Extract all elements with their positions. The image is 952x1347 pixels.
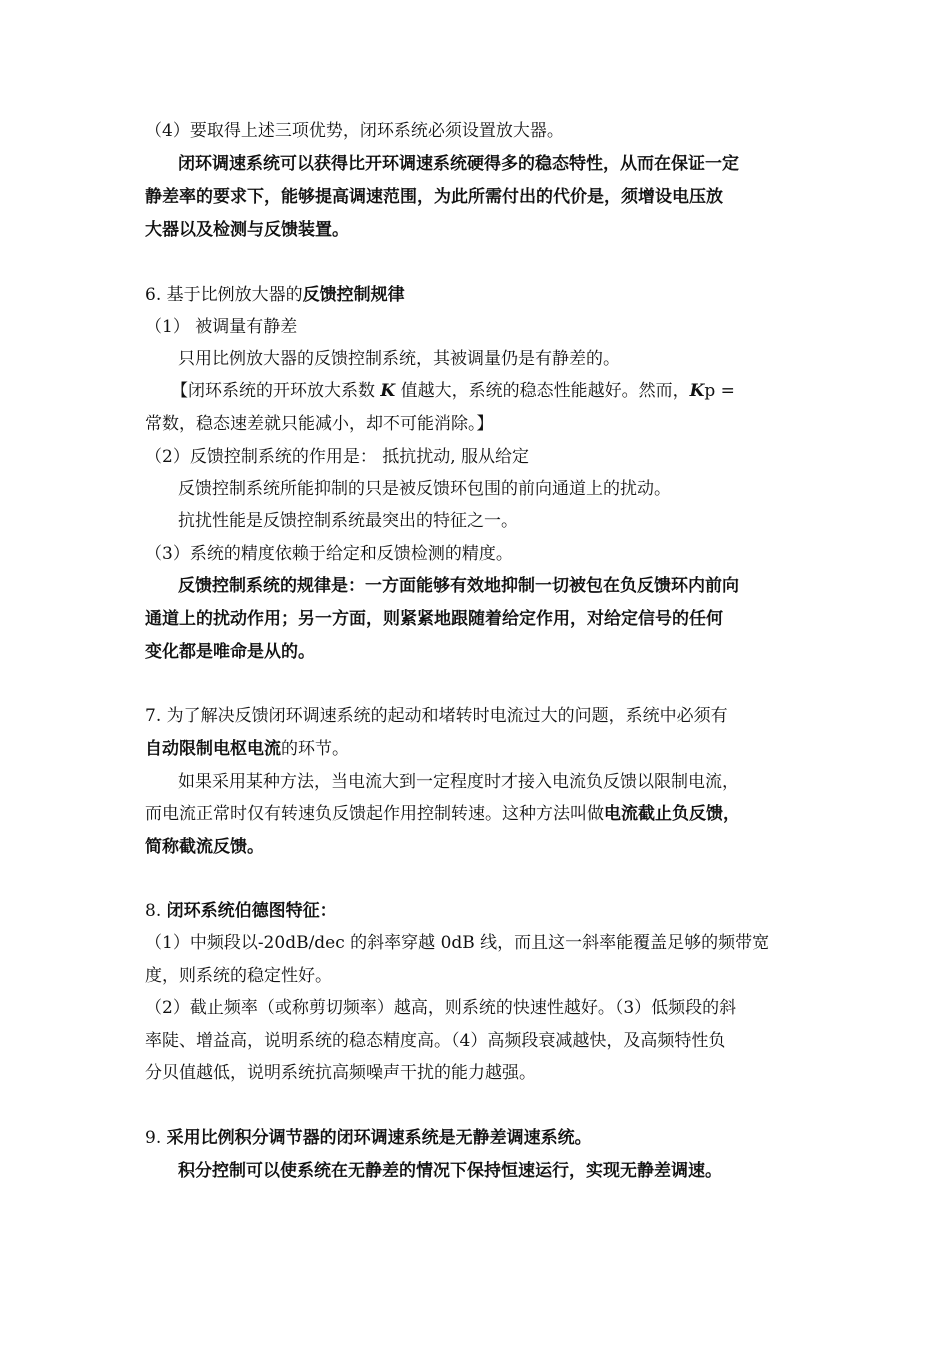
- text-line: 大器以及检测与反馈装置。: [145, 220, 349, 240]
- text-line: 抗扰性能是反馈控制系统最突出的特征之一。: [178, 511, 518, 531]
- text-line: 简称截流反馈。: [145, 837, 264, 857]
- text-line: 分贝值越低，说明系统抗高频噪声干扰的能力越强。: [145, 1063, 536, 1083]
- section-heading: 7. 为了解决反馈闭环调速系统的起动和堵转时电流过大的问题，系统中必须有: [145, 706, 728, 726]
- text-line: （2）反馈控制系统的作用是： 抵抗扰动, 服从给定: [145, 447, 530, 467]
- text-line: 率陡、增益高，说明系统的稳态精度高。（4）高频段衰减越快，及高频特性负: [145, 1031, 726, 1051]
- text-line: 通道上的扰动作用；另一方面，则紧紧地跟随着给定作用，对给定信号的任何: [145, 609, 723, 629]
- text-line: 如果采用某种方法，当电流大到一定程度时才接入电流负反馈以限制电流，: [178, 772, 739, 792]
- text-line: 反馈控制系统所能抑制的只是被反馈环包围的前向通道上的扰动。: [178, 479, 671, 499]
- text-line: 而电流正常时仅有转速负反馈起作用控制转速。这种方法叫做电流截止负反馈，: [145, 804, 740, 824]
- text-line: 积分控制可以使系统在无静差的情况下保持恒速运行，实现无静差调速。: [178, 1161, 722, 1181]
- text-line: （2）截止频率（或称剪切频率）越高，则系统的快速性越好。（3）低频段的斜: [145, 998, 737, 1018]
- text-line: 只用比例放大器的反馈控制系统，其被调量仍是有静差的。: [178, 349, 620, 369]
- text-line: 【闭环系统的开环放大系数 K 值越大，系统的稳态性能越好。然而，Kp =: [171, 381, 735, 401]
- section-heading: 8. 闭环系统伯德图特征：: [145, 901, 337, 921]
- text-line: 度，则系统的稳定性好。: [145, 966, 332, 986]
- text-line: 静差率的要求下，能够提高调速范围，为此所需付出的代价是，须增设电压放: [145, 187, 723, 207]
- text-line: （1） 被调量有静差: [145, 317, 298, 337]
- text-line: 变化都是唯命是从的。: [145, 642, 315, 662]
- text-line: 闭环调速系统可以获得比开环调速系统硬得多的稳态特性，从而在保证一定: [178, 154, 739, 174]
- section-heading: 6. 基于比例放大器的反馈控制规律: [145, 285, 405, 305]
- section-heading: 9. 采用比例积分调节器的闭环调速系统是无静差调速系统。: [145, 1128, 592, 1148]
- text-line: 常数，稳态速差就只能减小，却不可能消除。】: [145, 414, 494, 434]
- text-line: 自动限制电枢电流的环节。: [145, 739, 349, 759]
- text-line: （4）要取得上述三项优势，闭环系统必须设置放大器。: [145, 121, 564, 141]
- text-line: （1）中频段以-20dB/dec 的斜率穿越 0dB 线，而且这一斜率能覆盖足够的频带宽: [145, 933, 770, 953]
- text-line: 反馈控制系统的规律是：一方面能够有效地抑制一切被包在负反馈环内前向: [178, 576, 739, 596]
- text-line: （3）系统的精度依赖于给定和反馈检测的精度。: [145, 544, 513, 564]
